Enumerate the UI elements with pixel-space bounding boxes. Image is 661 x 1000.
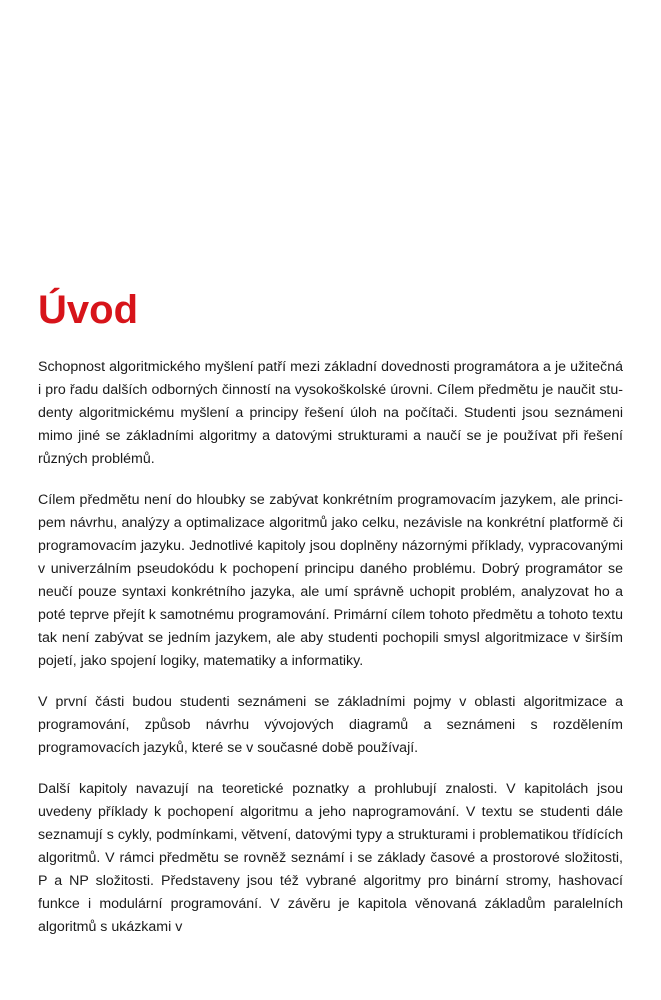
paragraph: Schopnost algoritmického myšlení patří mezi základní dovednosti programátora a je užitečná i pro řadu dalších odborných činností na vysokoškolské úrovni. Cílem předmětu je naučit studenty algoritmickému myšlení a principy řešení úloh na počítači. Studenti jsou seznámeni mimo jiné se základními algoritmy a datovými strukturami a naučí se je používat při řešení různých problémů.	[38, 359, 623, 467]
chapter-title: Úvod	[38, 288, 138, 332]
paragraph: Cílem předmětu není do hloubky se zabývat konkrétním programovacím jazykem, ale principem návrhu, analýzy a optimalizace algoritmů jako celku, nezávisle na konkrétní platformě či programovacím jazyku. Jednotlivé kapitoly jsou doplněny názornými příklady, vypracovanými v univerzálním pseudokódu k pochopení principu daného problému. Dobrý programátor se neučí pouze syntaxi konkrétního jazyka, ale umí správně uchopit problém, analyzovat ho a poté teprve přejít k samotnému programování. Primární cílem tohoto předmětu a tohoto textu tak není zabývat se jedním jazykem, ale aby studenti pochopili smysl algoritmizace v širším pojetí, jako spojení logiky, matematiky a informatiky.	[38, 492, 623, 669]
paragraph: V první části budou studenti seznámeni se základními pojmy v oblasti algoritmizace a programování, způsob návrhu vývojových diagramů a seznámeni s rozdělením programovacích jazyků, které se v současné době používají.	[38, 694, 623, 756]
chapter-body	[38, 356, 623, 957]
paragraph: Další kapitoly navazují na teoretické poznatky a prohlubují znalosti. V kapitolách jsou uvedeny příklady k pochopení algoritmu a jeho naprogramování. V textu se studenti dále seznamují s cykly, podmínkami, větvení, datovými typy a strukturami i problematikou třídících algoritmů. V rámci předmětu se rovněž seznámí i se základy časové a prostorové složitosti, P a NP složitosti. Představeny jsou též vybrané algoritmy pro binární stromy, hashovací funkce i modulární programování. V závěru je kapitola věnovaná základům paralelních algoritmů s ukázkami v	[38, 781, 623, 935]
